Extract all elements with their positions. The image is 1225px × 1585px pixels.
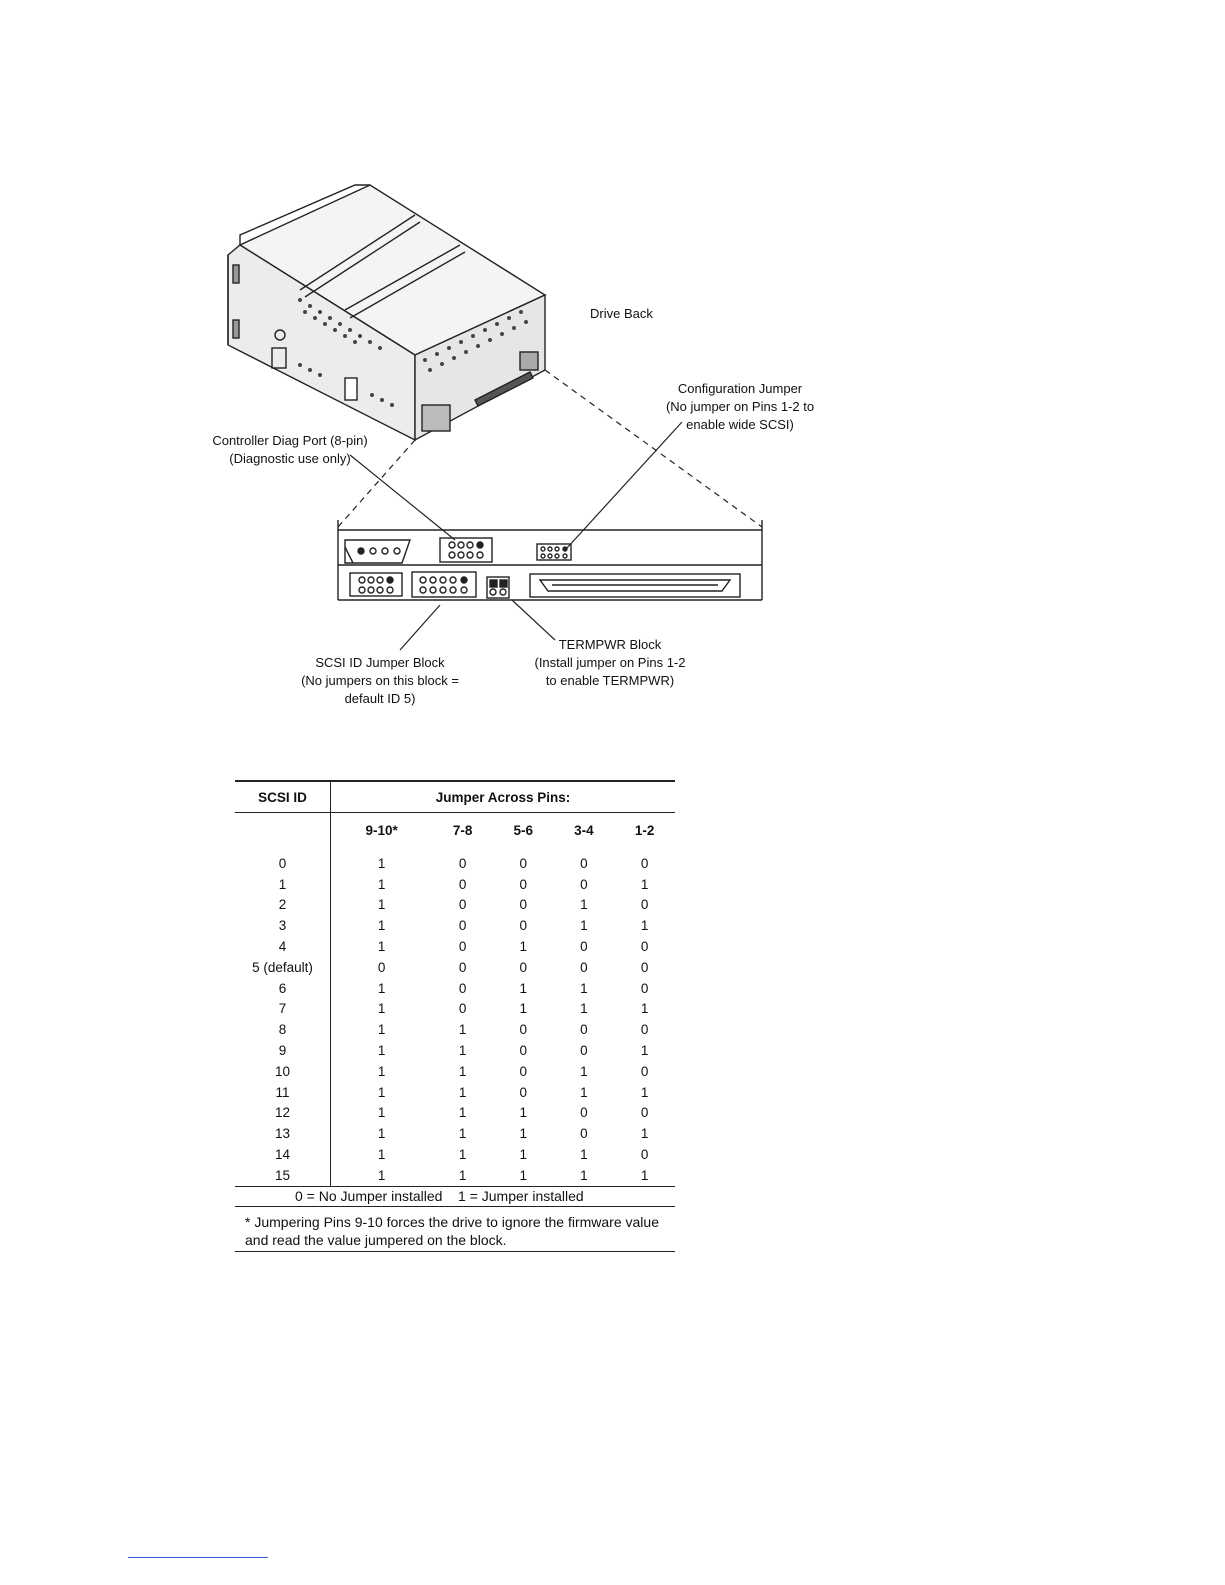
table-row xyxy=(235,1082,675,1103)
configuration-jumper xyxy=(537,544,571,560)
jumper-value-cell: 1 xyxy=(377,1105,386,1121)
leader-lines xyxy=(350,422,682,650)
jumper-value-cell: 0 xyxy=(458,939,467,955)
jumper-value-cell: 0 xyxy=(458,1001,467,1017)
drive-illustration xyxy=(228,185,545,440)
scsi-id-cell: 10 xyxy=(235,1061,331,1082)
jumper-value-cell: 0 xyxy=(640,1147,649,1163)
jumper-value-cell: 1 xyxy=(377,1022,386,1038)
jumper-value-cell: 1 xyxy=(377,855,386,871)
controller-diag-port xyxy=(440,538,492,562)
jumper-value-cell: 1 xyxy=(377,1126,386,1142)
jumper-value-cell: 1 xyxy=(377,1043,386,1059)
jumper-value-cell: 1 xyxy=(458,1147,467,1163)
scsi-id-block-title: SCSI ID Jumper Block xyxy=(315,655,445,670)
table-row xyxy=(235,915,675,936)
jumper-value-cell: 1 xyxy=(519,1126,527,1142)
drive-back-label: Drive Back xyxy=(590,306,653,321)
jumper-value-cell: 1 xyxy=(377,897,386,913)
table-row xyxy=(235,1123,675,1144)
jumper-value-cell: 0 xyxy=(580,1022,588,1038)
jumper-value-cell: 0 xyxy=(519,876,527,892)
jumper-block-left xyxy=(350,573,402,596)
scsi-id-cell: 14 xyxy=(235,1144,331,1165)
table-row xyxy=(235,1040,675,1061)
table-row xyxy=(235,1144,675,1165)
jumper-value-cell: 0 xyxy=(580,1043,588,1059)
termpwr-block-label xyxy=(520,636,700,690)
diag-port-label xyxy=(205,432,375,468)
pin-header: 9-10* xyxy=(365,822,398,838)
back-panel-detail xyxy=(338,520,762,600)
jumper-value-cell: 1 xyxy=(640,1167,649,1183)
configuration-jumper-note-1: (No jumper on Pins 1-2 to xyxy=(665,399,815,414)
power-connector xyxy=(345,540,410,563)
scsi-id-cell: 15 xyxy=(235,1165,331,1186)
diag-port-note: (Diagnostic use only) xyxy=(229,451,351,466)
jumper-value-cell: 1 xyxy=(580,1147,588,1163)
jumper-value-cell: 0 xyxy=(640,1022,649,1038)
scsi-id-cell: 13 xyxy=(235,1123,331,1144)
termpwr-block-note-2: to enable TERMPWR) xyxy=(545,673,675,688)
jumper-value-cell: 0 xyxy=(458,897,467,913)
jumper-value-cell: 0 xyxy=(580,1105,588,1121)
table-body xyxy=(235,847,675,1186)
jumper-value-cell: 1 xyxy=(580,918,588,934)
jumper-value-cell: 1 xyxy=(580,897,588,913)
table-row xyxy=(235,1165,675,1186)
jumper-value-cell: 1 xyxy=(580,1084,588,1100)
jumper-value-cell: 1 xyxy=(458,1022,467,1038)
jumper-value-cell: 1 xyxy=(519,1167,527,1183)
table-footnote: * Jumpering Pins 9-10 forces the drive to ignore the firmware value and read the value jumpered on the block. xyxy=(235,1207,675,1252)
jumper-value-cell: 1 xyxy=(458,1063,467,1079)
jumper-value-cell: 1 xyxy=(458,1084,467,1100)
jumper-value-cell: 1 xyxy=(458,1167,467,1183)
jumper-across-pins-header: Jumper Across Pins: xyxy=(331,781,676,813)
termpwr-block-note-1: (Install jumper on Pins 1-2 xyxy=(534,655,686,670)
jumper-value-cell: 0 xyxy=(458,980,467,996)
jumper-value-cell: 1 xyxy=(377,1001,386,1017)
table-row xyxy=(235,936,675,957)
jumper-value-cell: 0 xyxy=(580,876,588,892)
table-row xyxy=(235,1061,675,1082)
scsi-id-cell: 5 (default) xyxy=(235,957,331,978)
table-row xyxy=(235,957,675,978)
jumper-value-cell: 1 xyxy=(519,1147,527,1163)
termpwr-block xyxy=(487,577,509,598)
table-row xyxy=(235,847,675,874)
table-row xyxy=(235,874,675,895)
diag-port-title: Controller Diag Port (8-pin) xyxy=(212,433,368,448)
jumper-value-cell: 0 xyxy=(640,855,649,871)
pin-header: 1-2 xyxy=(634,822,655,838)
scsi-id-cell: 0 xyxy=(235,847,331,874)
configuration-jumper-label xyxy=(655,380,825,434)
jumper-value-cell: 1 xyxy=(458,1105,467,1121)
table-row xyxy=(235,895,675,916)
jumper-value-cell: 0 xyxy=(458,918,467,934)
jumper-value-cell: 0 xyxy=(640,897,649,913)
scsi-id-cell: 4 xyxy=(235,936,331,957)
pin-header: 7-8 xyxy=(452,822,473,838)
jumper-value-cell: 0 xyxy=(377,959,386,975)
jumper-value-cell: 0 xyxy=(640,1063,649,1079)
jumper-value-cell: 1 xyxy=(377,1084,386,1100)
jumper-value-cell: 1 xyxy=(377,918,386,934)
scsi-id-cell: 11 xyxy=(235,1082,331,1103)
scsi-id-cell: 9 xyxy=(235,1040,331,1061)
jumper-value-cell: 0 xyxy=(640,959,649,975)
pin-header: 5-6 xyxy=(513,822,533,838)
termpwr-block-title: TERMPWR Block xyxy=(558,637,662,652)
jumper-value-cell: 1 xyxy=(640,876,649,892)
scsi-id-block-label xyxy=(285,654,475,708)
jumper-value-cell: 1 xyxy=(519,980,527,996)
jumper-value-cell: 1 xyxy=(519,1001,527,1017)
jumper-value-cell: 0 xyxy=(458,959,467,975)
jumper-value-cell: 1 xyxy=(519,1105,527,1121)
jumper-value-cell: 0 xyxy=(519,1043,527,1059)
jumper-value-cell: 0 xyxy=(640,939,649,955)
jumper-value-cell: 1 xyxy=(640,1126,649,1142)
jumper-table xyxy=(235,780,675,1207)
jumper-value-cell: 1 xyxy=(377,939,386,955)
jumper-value-cell: 1 xyxy=(640,1043,649,1059)
scsi-id-cell: 3 xyxy=(235,915,331,936)
table-row xyxy=(235,978,675,999)
scsi-id-cell: 12 xyxy=(235,1103,331,1124)
jumper-value-cell: 1 xyxy=(377,980,386,996)
table-row xyxy=(235,1019,675,1040)
jumper-value-cell: 0 xyxy=(519,918,527,934)
table-row xyxy=(235,1103,675,1124)
scsi-connector xyxy=(530,574,740,597)
jumper-value-cell: 0 xyxy=(580,939,588,955)
jumper-value-cell: 1 xyxy=(640,918,649,934)
jumper-value-cell: 1 xyxy=(640,1001,649,1017)
jumper-value-cell: 1 xyxy=(640,1084,649,1100)
jumper-value-cell: 0 xyxy=(519,1063,527,1079)
jumper-value-cell: 0 xyxy=(519,897,527,913)
jumper-value-cell: 0 xyxy=(640,1105,649,1121)
jumper-value-cell: 1 xyxy=(580,980,588,996)
jumper-value-cell: 1 xyxy=(519,939,527,955)
scsi-id-jumper-table xyxy=(235,780,675,1252)
scsi-id-cell: 6 xyxy=(235,978,331,999)
configuration-jumper-title: Configuration Jumper xyxy=(677,381,803,396)
jumper-value-cell: 1 xyxy=(458,1043,467,1059)
jumper-value-cell: 0 xyxy=(580,855,588,871)
jumper-value-cell: 1 xyxy=(580,1063,588,1079)
jumper-value-cell: 1 xyxy=(377,876,386,892)
jumper-value-cell: 0 xyxy=(519,1084,527,1100)
jumper-value-cell: 0 xyxy=(519,1022,527,1038)
jumper-value-cell: 1 xyxy=(377,1147,386,1163)
jumper-value-cell: 0 xyxy=(458,855,467,871)
scsi-id-cell: 8 xyxy=(235,1019,331,1040)
jumper-value-cell: 1 xyxy=(580,1001,588,1017)
scsi-id-cell: 2 xyxy=(235,895,331,916)
jumper-value-cell: 0 xyxy=(519,959,527,975)
jumper-value-cell: 0 xyxy=(580,959,588,975)
scsi-id-cell: 7 xyxy=(235,999,331,1020)
jumper-value-cell: 0 xyxy=(580,1126,588,1142)
scsi-id-block-note-1: (No jumpers on this block = xyxy=(301,673,459,688)
scsi-id-header: SCSI ID xyxy=(235,781,331,813)
scsi-id-cell: 1 xyxy=(235,874,331,895)
jumper-value-cell: 1 xyxy=(377,1063,386,1079)
jumper-value-cell: 1 xyxy=(458,1126,467,1142)
pin-header: 3-4 xyxy=(574,822,594,838)
table-row xyxy=(235,999,675,1020)
footer-rule xyxy=(128,1557,268,1558)
scsi-id-jumper-block xyxy=(412,572,476,597)
configuration-jumper-note-2: enable wide SCSI) xyxy=(686,417,794,432)
table-legend: 0 = No Jumper installed 1 = Jumper installed xyxy=(235,1186,675,1206)
jumper-value-cell: 0 xyxy=(519,855,527,871)
jumper-value-cell: 1 xyxy=(377,1167,386,1183)
scsi-id-block-note-2: default ID 5) xyxy=(344,691,416,706)
jumper-value-cell: 0 xyxy=(640,980,649,996)
jumper-value-cell: 1 xyxy=(580,1167,588,1183)
jumper-value-cell: 0 xyxy=(458,876,467,892)
empty-header-cell xyxy=(235,813,331,848)
